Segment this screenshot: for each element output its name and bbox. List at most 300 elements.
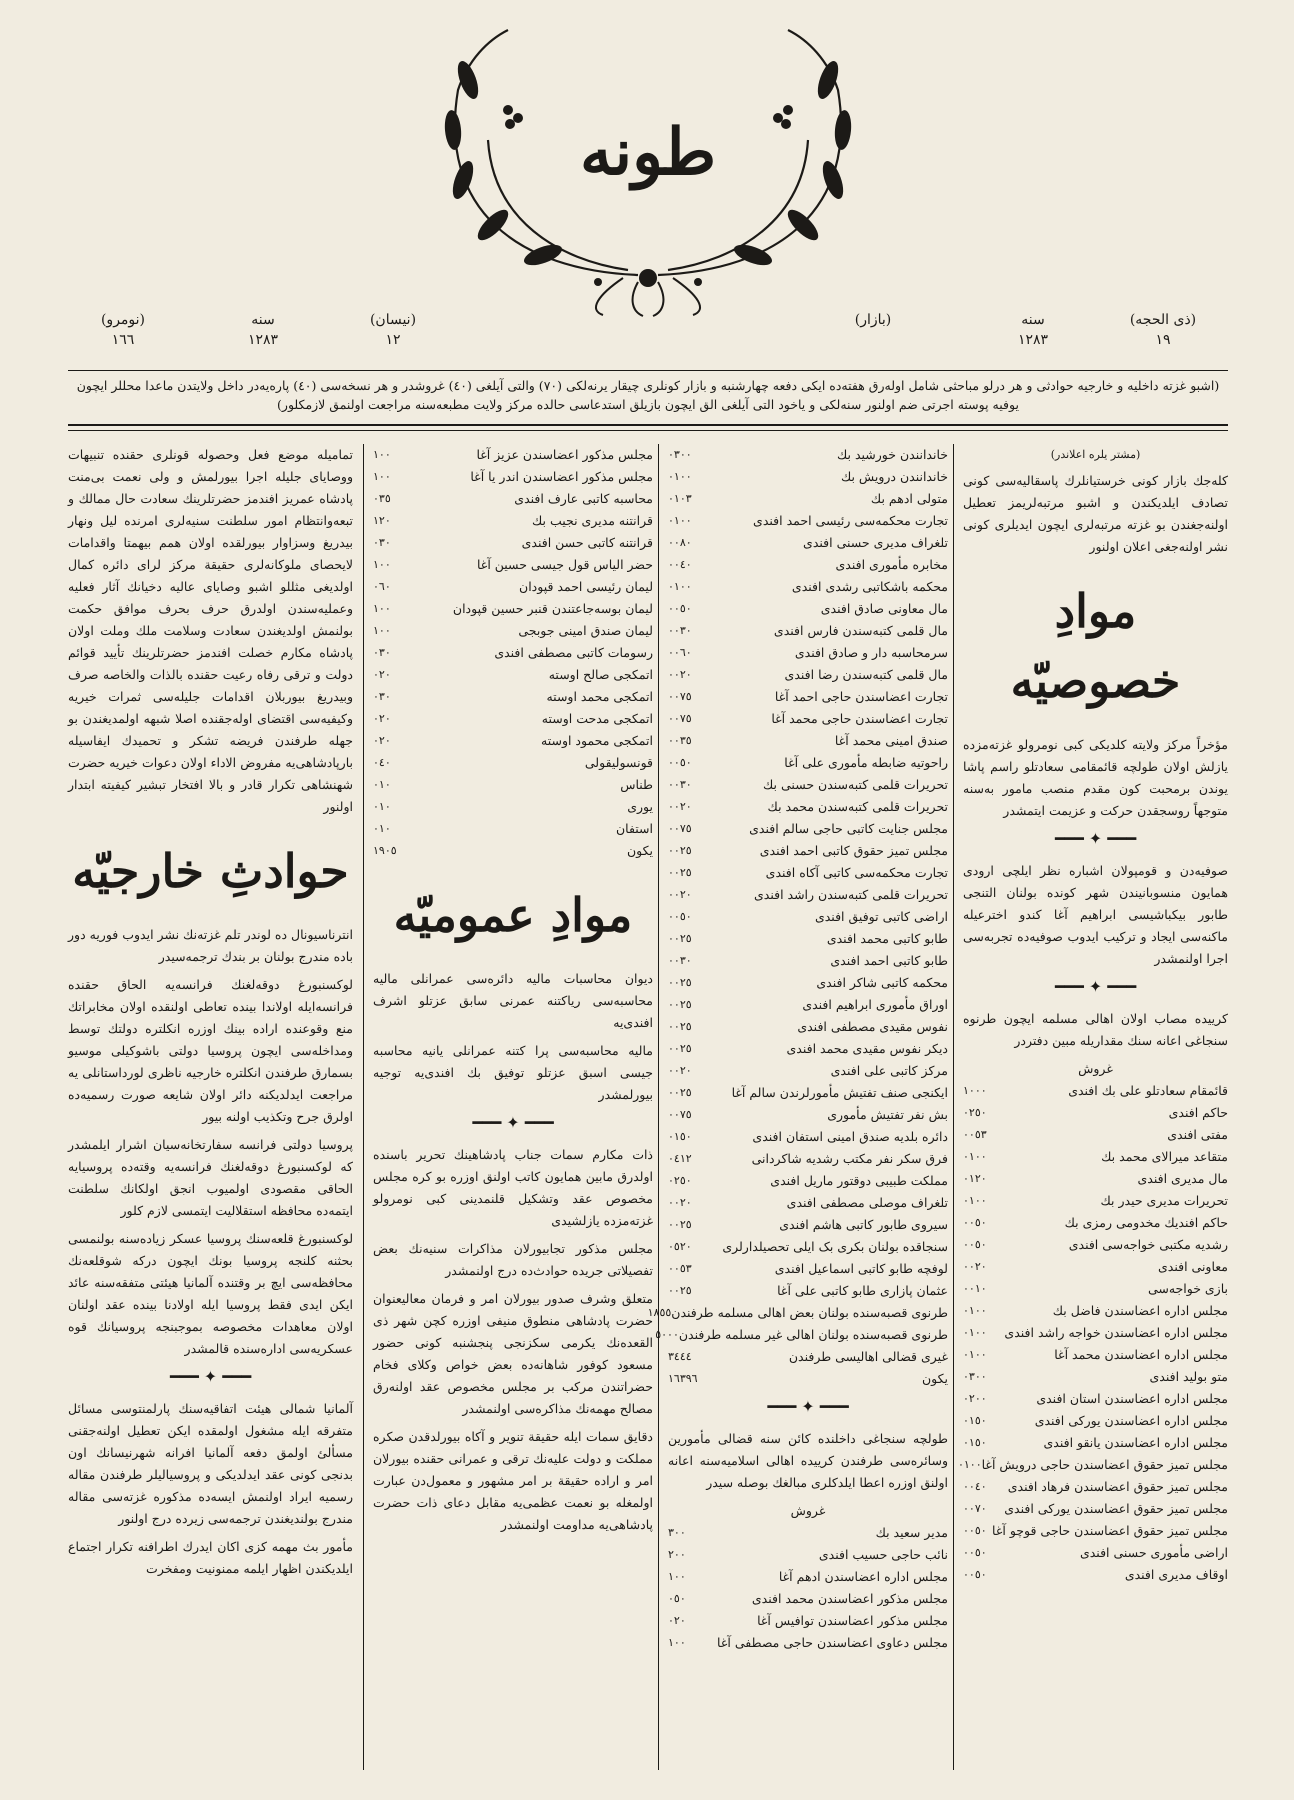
donor-name: قرانتنه مدیری نجیب بك [531, 513, 653, 528]
donation-amount: ٠٠٧٥ [668, 1108, 692, 1121]
donor-name: اتمکجی صالح اوسته [548, 667, 653, 682]
donor-name: حاکم افندی [1168, 1105, 1228, 1120]
donor-name: معاونی افندی [1157, 1259, 1228, 1274]
donation-row [963, 1190, 1228, 1212]
donor-name: محکمه باشکاتبی رشدی افندی [791, 579, 948, 594]
donor-name: تجارت محکمه‌سی رئیسی احمد افندی [753, 513, 948, 528]
donor-name: محاسبه کاتبی عارف افندی [514, 491, 653, 506]
donation-amount: ٠٠٥٠ [963, 1568, 987, 1581]
donor-name: فرق سکر نفر مکتب رشدیه شاکردانی [751, 1151, 948, 1166]
divider-ornament: ━━━ ✦ ━━━ [1054, 829, 1137, 848]
donor-name: طرنوی قصبه‌سنده بولنان بعض اهالی مسلمه طرفندن [671, 1305, 948, 1320]
donation-row [668, 972, 948, 994]
donation-amount: ١٠٠ [373, 448, 391, 461]
donor-name: طابو کاتبی محمد افندی [826, 931, 948, 946]
donation-amount: ٠٠٣٥ [668, 734, 692, 747]
donation-row [668, 444, 948, 466]
donor-name: مجلس مذکور اعضاسندن عزیز آغا [476, 447, 653, 462]
donation-amount: ٠٠٥٠ [668, 602, 692, 615]
column-2 [647, 444, 948, 1770]
donor-name: تجارت اعضاسندن حاجی محمد آغا [771, 711, 948, 726]
donor-name: اوقاف مدیری افندی [1124, 1567, 1228, 1582]
donor-name: مال مدیری افندی [1137, 1171, 1228, 1186]
donor-name: سیروی طابور کاتبی هاشم افندی [779, 1217, 948, 1232]
donor-name: استفان [615, 821, 653, 836]
donation-row [668, 950, 948, 972]
donation-amount: ٠١٠٠ [668, 514, 692, 527]
top-rule [68, 370, 1228, 371]
issue-number-label: (نومرو) [100, 312, 146, 328]
donor-name: اتمکجی محمد اوسته [546, 689, 653, 704]
donation-row [668, 598, 948, 620]
donor-name: مجلس تمیز حقوق اعضاسندن فرهاد افندی [1007, 1479, 1228, 1494]
donation-row [963, 1146, 1228, 1168]
donor-name: تجارت محکمه‌سی کاتبی آکاه افندی [765, 865, 948, 880]
donation-row [668, 1522, 948, 1544]
donor-name: بش نفر تفتیش مأموری [827, 1107, 948, 1122]
donation-amount: ٠٠٢٥ [668, 1020, 692, 1033]
donation-amount: ٠٥٠ [668, 1592, 686, 1605]
donor-name: مجلس اداره اعضاسندن محمد آغا [1054, 1347, 1228, 1362]
donor-name: مخابره مأموری افندی [835, 557, 948, 572]
donation-row [668, 1236, 948, 1258]
donation-row [668, 1610, 948, 1632]
column-separator [363, 444, 364, 1770]
donor-name: اراضی کاتبی توفیق افندی [814, 909, 948, 924]
donation-amount: ٠٥٢٠ [668, 1240, 692, 1253]
donation-row [668, 862, 948, 884]
article-paragraph: مجلس مذکور تجابیورلان مذاکرات سنیه‌نك بعض تفصیلاتی جریده حوادث‌ده درج اولنمشدر [373, 1241, 653, 1278]
donation-row [668, 554, 948, 576]
donation-row [963, 1564, 1228, 1586]
donation-amount: ٠١٥٠ [963, 1414, 987, 1427]
donation-row [963, 1124, 1228, 1146]
donation-amount: ٠١٠٠ [963, 1150, 987, 1163]
donation-amount: ٠٠٢٠ [668, 800, 692, 813]
donor-name: مرکز کاتبی علی افندی [830, 1063, 948, 1078]
dateline [68, 310, 1228, 366]
donation-amount: ٠٠٥٠ [963, 1524, 987, 1537]
donation-amount: ٠٠٦٠ [668, 646, 692, 659]
donation-row [963, 1366, 1228, 1388]
donation-row [373, 686, 653, 708]
donation-amount: ٠٠٢٥ [668, 998, 692, 1011]
donation-row [963, 1102, 1228, 1124]
donation-row [668, 576, 948, 598]
year-value: ١٢٨٣ [1017, 332, 1049, 348]
donation-amount: ١٠٠ [373, 558, 391, 571]
donation-row [668, 818, 948, 840]
donation-row [668, 664, 948, 686]
donation-amount: ٠٠٢٥ [668, 932, 692, 945]
divider-ornament: ━━━ ✦ ━━━ [1054, 977, 1137, 996]
donation-row [668, 1104, 948, 1126]
donation-row [668, 1016, 948, 1038]
issue-number-value: ١٦٦ [111, 332, 135, 348]
donation-row [668, 1214, 948, 1236]
donation-amount: ١٠٠٠ [963, 1084, 987, 1097]
donor-name: طرنوی قصبه‌سنده بولنان اهالی غیر مسلمه طرفندن [678, 1327, 948, 1342]
year-label: سنه [1021, 312, 1045, 328]
donation-amount: ٠٣٠ [373, 690, 391, 703]
newspaper-title: طونه [579, 115, 717, 190]
donation-amount: ٠٠٧٥ [668, 822, 692, 835]
donation-amount: ١٦٣٩٦ [668, 1372, 698, 1385]
donor-name: مجلس جنایت کاتبی حاجی سالم افندی [749, 821, 948, 836]
donation-row [373, 554, 653, 576]
donation-amount: ١٩٠٥ [373, 844, 397, 857]
donation-row [668, 730, 948, 752]
donation-amount: ٠٣٥ [373, 492, 391, 505]
header-rule [68, 424, 1228, 426]
donation-amount: ٣٤٤٤ [668, 1350, 692, 1363]
donation-amount: ٠٠٣٠ [668, 778, 692, 791]
donation-row [373, 576, 653, 598]
donor-name: خاندانندن درویش بك [840, 469, 948, 484]
donor-name: یوری [627, 799, 653, 814]
donation-amount: ٠٢٥٠ [668, 1174, 692, 1187]
donation-list [373, 444, 653, 862]
donation-row [668, 884, 948, 906]
donation-amount: ٠١٠٠ [957, 1458, 982, 1471]
donation-row [373, 796, 653, 818]
divider-ornament: ━━━ ✦ ━━━ [472, 1113, 554, 1132]
donation-amount: ٠٢٠ [373, 668, 391, 681]
donor-name: مفتی افندی [1167, 1127, 1228, 1142]
donor-name: خاندانندن خورشید بك [836, 447, 948, 462]
donor-name: مجلس اداره اعضاسندن خواجه راشد افندی [1004, 1325, 1228, 1340]
donation-row [668, 510, 948, 532]
year-label: سنه [251, 312, 275, 328]
donation-amount: ١٠٠ [373, 624, 391, 637]
column-3 [373, 444, 653, 1770]
donor-name: حضر الیاس قول جیسی حسین آغا [476, 557, 653, 572]
donor-name: یکون [626, 843, 653, 858]
month-label: (نیسان) [369, 312, 417, 328]
donor-name: متولی ادهم بك [870, 491, 948, 506]
donor-name: لوفچه طابو کاتبی اسماعیل افندی [774, 1261, 948, 1276]
donor-name: اراضی مأموری حسنی افندی [1079, 1545, 1228, 1560]
donor-name: مجلس اداره اعضاسندن ادهم آغا [778, 1569, 948, 1584]
donation-amount: ١٨٥٥ [647, 1306, 672, 1319]
donor-name: مال قلمی کتبه‌سندن رضا افندی [784, 667, 948, 682]
donation-row [655, 1324, 948, 1346]
donation-row [373, 840, 653, 862]
donation-row [668, 1368, 948, 1390]
donor-name: مجلس تمیز حقوق اعضاسندن حاجی قوچو آغا [992, 1523, 1228, 1538]
donation-row [373, 708, 653, 730]
donation-amount: ٠٣٠٠ [668, 448, 692, 461]
donor-name: راحوتیه ضابطه مأموری علی آغا [784, 755, 948, 770]
donation-row [668, 1038, 948, 1060]
donation-row [373, 488, 653, 510]
donation-amount: ٠٠٤٠ [668, 558, 692, 571]
donor-name: محکمه کاتبی شاکر افندی [816, 975, 948, 990]
donation-amount: ٠٠٧٠ [963, 1502, 987, 1515]
divider-ornament: ━━━ ✦ ━━━ [767, 1397, 849, 1416]
donor-name: مجلس اداره اعضاسندن یانقو افندی [1043, 1435, 1228, 1450]
donation-amount: ٥٠٠٠ [655, 1328, 679, 1341]
donor-name: مدیر سعید بك [875, 1525, 948, 1540]
donation-list [647, 444, 948, 1390]
donation-amount: ٠٠٢٥ [668, 1042, 692, 1055]
article-paragraph: مالیه محاسبه‌سی پرا کتنه عمرانلی یانیه محاسبه جیسی اسبق عزتلو توفیق بك افندی‌یه توجیه بیورلمشدر [373, 1043, 653, 1102]
donation-row [963, 1234, 1228, 1256]
donor-name: اوراق مأموری ابراهیم افندی [802, 997, 948, 1012]
donor-name: لیمان رئیسی احمد قپودان [519, 579, 653, 594]
donation-row [668, 1588, 948, 1610]
donor-name: تلغراف مدیری حسنی افندی [803, 535, 948, 550]
donor-name: رشدیه مکتبی خواجه‌سی افندی [1068, 1237, 1228, 1252]
donation-amount: ٠٠٧٥ [668, 690, 692, 703]
donation-row [963, 1520, 1228, 1542]
donation-row [668, 708, 948, 730]
donor-name: قائمقام سعادتلو علی بك افندی [1068, 1083, 1228, 1098]
donation-row [668, 994, 948, 1016]
donation-amount: ٠١٠ [373, 778, 391, 791]
donation-amount: ٠٢٠٠ [963, 1392, 987, 1405]
donation-amount: ٠١٠ [373, 800, 391, 813]
donor-name: مملکت طبیبی دوقتور ماریل افندی [770, 1173, 948, 1188]
donation-amount: ٠٠٢٠ [668, 888, 692, 901]
article-paragraph: دیوان محاسبات مالیه دائره‌سی عمرانلی مالیه محاسبه‌سی رياكتنه عمرنی سابق عزتلو اشرف افندی‌یه [373, 971, 653, 1030]
donation-amount: ٠٤١٢ [668, 1152, 692, 1165]
masthead [398, 20, 898, 320]
donation-row [373, 510, 653, 532]
donation-amount: ٠٠٥٠ [963, 1546, 987, 1559]
donation-row [668, 752, 948, 774]
hijri-day-value: ١٩ [1155, 332, 1171, 348]
donation-amount: ١٢٠ [373, 514, 391, 527]
donation-row [668, 1148, 948, 1170]
subscription-notice [68, 376, 1228, 414]
donor-name: مجلس اداره اعضاسندن یورکی افندی [1034, 1413, 1228, 1428]
donation-row [668, 906, 948, 928]
donor-name: نفوس مقیدی مصطفی افندی [797, 1019, 948, 1034]
donation-amount: ٠١٠٠ [963, 1326, 987, 1339]
donation-amount: ٠٠٨٠ [668, 536, 692, 549]
donor-name: مجلس مذکور اعضاسندن اندر یا آغا [470, 469, 653, 484]
weekday [828, 310, 918, 330]
currency-unit-label: غروش [1078, 1061, 1113, 1076]
donation-row [963, 1344, 1228, 1366]
article-paragraph: ذات مکارم سمات جناب پادشاهینك تحریر باسنده اولدرق مابین همایون کاتب اولنق اوزره بو کره مجلس مخصوص عقد وتشکیل قلنمدینی کبی نومرولو غزته‌مزده یازلشیدی [373, 1147, 653, 1228]
donor-name: بازی خواجه‌سی [1147, 1281, 1228, 1296]
donation-row [668, 1126, 948, 1148]
subscriber-notice: کله‌جك بازار کونی خرستیانلرك پاسقالیه‌سی کونی تصادف ایلدیکندن و اشبو مرتبه‌لریمز تعطیل اولنه‌جغندن بو غزته مرتبه‌لری ایچون ایدیلری کونی نشر اولنه‌جغی اعلان اولنور [963, 473, 1228, 554]
notice-line-2: یوفیه پوسته اجرتی ضم اولنور سنه‌لکی و یاخود التی آیلغی الق ایچون بازیلق استدعاسی حالده مرکز ولایت مطبعه‌سنه مراجعت اولنمق لازمکلور) [277, 397, 1019, 412]
donation-row [373, 620, 653, 642]
donation-row [963, 1300, 1228, 1322]
donor-name: یکون [921, 1371, 948, 1386]
donation-row [668, 1082, 948, 1104]
donor-name: نائب حاجی حسیب افندی [818, 1547, 948, 1562]
donation-amount: ٠٠٢٥ [668, 1218, 692, 1231]
column-separator [658, 444, 659, 1770]
article-paragraph: لوکسنبورغ دوقه‌لغنك فرانسه‌یه الحاق حقنده فرانسه‌ایله اولاندا بینده تعاطی اولنقده اولان مخابراتك منع وقوعنده اراده بینك اوزره انکلتره دولتك توسط ومداخله‌سی ایچون پروسیا دولتی باشوکیلی موسیو بسمارق طرفندن انکلتره خارجیه ناظری لورداستانلی یه مراجعت ایدلدیکنه دائر اولان شایعه صورت رسمیه‌ده اولرق جرح وتکذیب اولنه بیور [68, 977, 353, 1124]
donor-name: عثمان پازاری طابو کاتبی علی آغا [777, 1283, 948, 1298]
donation-amount: ٠١٠ [373, 822, 391, 835]
donation-row [668, 642, 948, 664]
donor-name: دیکر نفوس مقیدی محمد افندی [786, 1041, 948, 1056]
donation-amount: ٠١٢٠ [963, 1172, 987, 1185]
donation-amount: ٠٠٢٥ [668, 1086, 692, 1099]
donor-name: لیمان بوسه‌جاعتندن قنبر حسین قپودان [452, 601, 653, 616]
hijri-month-label: (ذی الحجه) [1129, 312, 1197, 328]
header-rule-2 [68, 430, 1228, 431]
donation-amount: ٠١٠٠ [963, 1348, 987, 1361]
donation-row [373, 444, 653, 466]
donation-row [668, 1566, 948, 1588]
article-paragraph: طولچه سنجاغی داخلنده کائن سنه قضالی مأمورین وسائره‌سی طرفندن کرییده اهالی اسلامیه‌سنه اعانه اولنق اوزره اعطا ایلدکلری مبالغك بوصله سیدر [668, 1431, 948, 1490]
donation-row [668, 532, 948, 554]
donation-amount: ٠٣٠٠ [963, 1370, 987, 1383]
donor-name: تحریرات قلمی کتبه‌سندن محمد بك [767, 799, 948, 814]
currency-unit-label: غروش [790, 1503, 826, 1518]
article-paragraph: دقایق سمات ایله حقیقة تنویر و آکاه بیورلدقدن صکره مملکت و دولت علیه‌نك ترقی و عمرانی حقنده بیورلان امر و اراده حقیقة بر امر مشهور و معمول‌دن عبارت اولمغله بو نعمت عظمی‌یه مقابل دعای ذات حضرت پادشاهی‌یه مداومت اولنمشدر [373, 1429, 653, 1532]
donation-row [668, 466, 948, 488]
donor-name: اتمکجی مدحت اوسته [541, 711, 653, 726]
donation-amount: ٠٠٥٠ [963, 1238, 987, 1251]
donation-row [668, 1170, 948, 1192]
donor-name: دائره بلدیه صندق امینی استفان افندی [752, 1129, 948, 1144]
issue-number [78, 310, 168, 350]
article-paragraph: آلمانیا شمالی هیئت اتفاقیه‌سنك پارلمنتوسی مسائل متفرقه ایله مشغول اولمقده ایکن تعطیل اولنه‌جقنی مسألئ اولمق دفعه آلمانیا افرانه شهرنیسانك اون بدنجی کونی عقد ایدلدیکی و پروسیالیلر طرفندن مقاله رسمیه ایراد اولنمش ایسه‌ده مذکوره غزته‌سی مقاله مندرج بولندیغندن ترجمه‌سی زیرده درج اولنور [68, 1401, 353, 1526]
donation-row [668, 1346, 948, 1368]
column-separator [953, 444, 954, 1770]
year-value: ١٢٨٣ [247, 332, 279, 348]
donation-row [668, 796, 948, 818]
donation-amount: ٠١٠٣ [668, 492, 692, 505]
column-1 [957, 444, 1228, 1770]
donation-row [668, 928, 948, 950]
donor-name: سرمحاسبه دار و صادق افندی [794, 645, 948, 660]
donation-row [963, 1542, 1228, 1564]
donation-amount: ١٠٠ [668, 1636, 686, 1649]
donation-list [668, 1522, 948, 1654]
donation-amount: ٠٠٢٠ [668, 1196, 692, 1209]
donation-list [957, 1080, 1228, 1586]
donation-row [373, 664, 653, 686]
donation-row [668, 1258, 948, 1280]
donation-amount: ٠٠١٠ [963, 1282, 987, 1295]
weekday-label: (بازار) [854, 312, 892, 328]
donation-amount: ٠٣٠ [373, 536, 391, 549]
donation-amount: ٠٠٧٥ [668, 712, 692, 725]
donation-row [668, 1632, 948, 1654]
donation-amount: ٢٠٠ [668, 1548, 686, 1561]
donation-row [963, 1476, 1228, 1498]
donation-row [668, 1060, 948, 1082]
donation-amount: ٠٣٠ [373, 646, 391, 659]
donation-amount: ٠٢٠ [373, 734, 391, 747]
donation-amount: ٠١٥٠ [668, 1130, 692, 1143]
donor-name: مال معاونی صادق افندی [820, 601, 948, 616]
donation-row [668, 488, 948, 510]
donation-row [373, 752, 653, 774]
donation-amount: ٠٤٠ [373, 756, 391, 769]
donation-row [963, 1256, 1228, 1278]
donor-name: طابو کاتبی احمد افندی [830, 953, 948, 968]
donor-name: مجلس مذکور اعضاسندن محمد افندی [751, 1591, 948, 1606]
donor-name: تحریرات قلمی کتبه‌سندن راشد افندی [753, 887, 948, 902]
donation-row [668, 774, 948, 796]
donation-amount: ٠٦٠ [373, 580, 391, 593]
donation-row [647, 1302, 948, 1324]
donor-name: مجلس مذکور اعضاسندن توافیس آغا [757, 1613, 948, 1628]
donation-amount: ١٠٠ [373, 470, 391, 483]
donation-row [668, 620, 948, 642]
donation-amount: ٠٠٢٥ [668, 976, 692, 989]
donation-amount: ٠٠٥٠ [668, 910, 692, 923]
donation-row [373, 532, 653, 554]
donation-amount: ٠٠٣٠ [668, 954, 692, 967]
subscriber-notice-heading: (مشتر یلره اعلاندر) [1050, 448, 1141, 461]
donation-amount: ٠١٠٠ [963, 1194, 987, 1207]
donation-row [373, 466, 653, 488]
donor-name: تحریرات مدیری حیدر بك [1100, 1193, 1228, 1208]
donor-name: اتمکجی محمود اوسته [541, 733, 653, 748]
donation-amount: ٠٠٥٠ [963, 1216, 987, 1229]
article-paragraph: متعلق وشرف صدور بیورلان امر و فرمان معالیعنوان حضرت پادشاهی منطوق منیفی اوزره کچن شهر ذی القعده‌نك یکرمی سکزنجی پنجشنبه کونی حضور مسعود کوفور شاهانه‌ده بعض خواص وکلای فخام حضراتندن مرکب بر مجلس مخصوص عقد اولنه‌رق مصالح مهمه‌نك مذاکره‌سی اولنمشدر [373, 1291, 653, 1416]
donor-name: مجلس تمیز حقوق کاتبی احمد افندی [759, 843, 948, 858]
donation-amount: ٠١٥٠ [963, 1436, 987, 1449]
donation-row [373, 774, 653, 796]
donation-amount: ١٠٠ [668, 1570, 686, 1583]
donation-row [963, 1322, 1228, 1344]
donation-amount: ٠٠٢٥ [668, 1284, 692, 1297]
donor-name: تحریرات قلمی کتبه‌سندن حسنی بك [763, 777, 948, 792]
donor-name: صندق امینی محمد آغا [834, 733, 948, 748]
hijri-year [988, 310, 1078, 350]
rumi-month [348, 310, 438, 350]
donor-name: غیری قضالی اهالیسی طرفندن [788, 1349, 948, 1364]
article-paragraph: لوکسنبورغ قلعه‌سنك پروسیا عسکر زیاده‌سنه بولنمسی بحثنه کلنجه پروسیا بونك ایچون درکه شوقلعه‌نك محافظه‌سی ایچ بر وقتنده آلمانیا هیئتی متفقه‌سنه عائد ایکن ایدی فقط پروسیا ایله اولادنا بینده عقد اولنان اولان معاهدات مخصوصه بموجبنجه پروسیانك قوه عسکریه‌سی اداره‌سنده قالمشدر [68, 1231, 353, 1356]
section-heading-foreign-news: حوادثِ خارجیّه [72, 844, 349, 898]
donor-name: مال قلمی کتبه‌سندن فارس افندی [773, 623, 948, 638]
donation-amount: ٠٢٥٠ [963, 1106, 987, 1119]
donation-row [373, 642, 653, 664]
rumi-year [218, 310, 308, 350]
donation-amount: ٣٠٠ [668, 1526, 686, 1539]
donation-row [963, 1388, 1228, 1410]
donation-amount: ٠١٠٠ [668, 580, 692, 593]
donor-name: سنجاقده بولنان بکری بک ایلی تحصیلدارلری [722, 1239, 948, 1254]
donation-amount: ٠٢٠ [373, 712, 391, 725]
donation-amount: ٠٠٥٠ [668, 756, 692, 769]
donation-row [373, 730, 653, 752]
donation-row [668, 840, 948, 862]
donation-row [668, 686, 948, 708]
article-paragraph: مؤخراً مرکز ولایته کلدیکی کبی نومرولو غزته‌مزده یازلش اولان طولچه قائمقامی سعادتلو راسم پاشا یوندن برمحبت کون مقدم منصب مامور به‌سنه متوجهاً روسجقدن حرکت و عزیمت ایتمشدر [963, 737, 1228, 818]
article-paragraph: مأمور بث مهمه کزی اکان ایدرك اطرافنه تکرار اجتماع ایلدیکندن اظهار ایلمه ممنونیت ومفخرت [68, 1539, 353, 1576]
donor-name: متو بولید افندی [1149, 1369, 1228, 1384]
donation-amount: ٠١٠٠ [963, 1304, 987, 1317]
donor-name: تلغراف موصلی مصطفی افندی [786, 1195, 948, 1210]
donation-row [963, 1168, 1228, 1190]
donation-row [373, 818, 653, 840]
donor-name: حاکم افندیك مخدومی رمزی بك [1064, 1215, 1228, 1230]
donor-name: ایکنجی صنف تفتیش مأمورلرندن سالم آغا [731, 1085, 948, 1100]
donation-row [668, 1280, 948, 1302]
donor-name: لیمان صندق امینی جوبجی [518, 623, 653, 638]
month-value: ١٢ [385, 332, 401, 348]
column-4 [68, 444, 353, 1770]
donor-name: مجلس تمیز حقوق اعضاسندن حاجی درویش آغا [981, 1457, 1228, 1472]
donation-amount: ٠٠٢٠ [668, 1064, 692, 1077]
donation-amount: ٠٠٢٥ [668, 866, 692, 879]
donation-amount: ٠٠٢٠ [963, 1260, 987, 1273]
